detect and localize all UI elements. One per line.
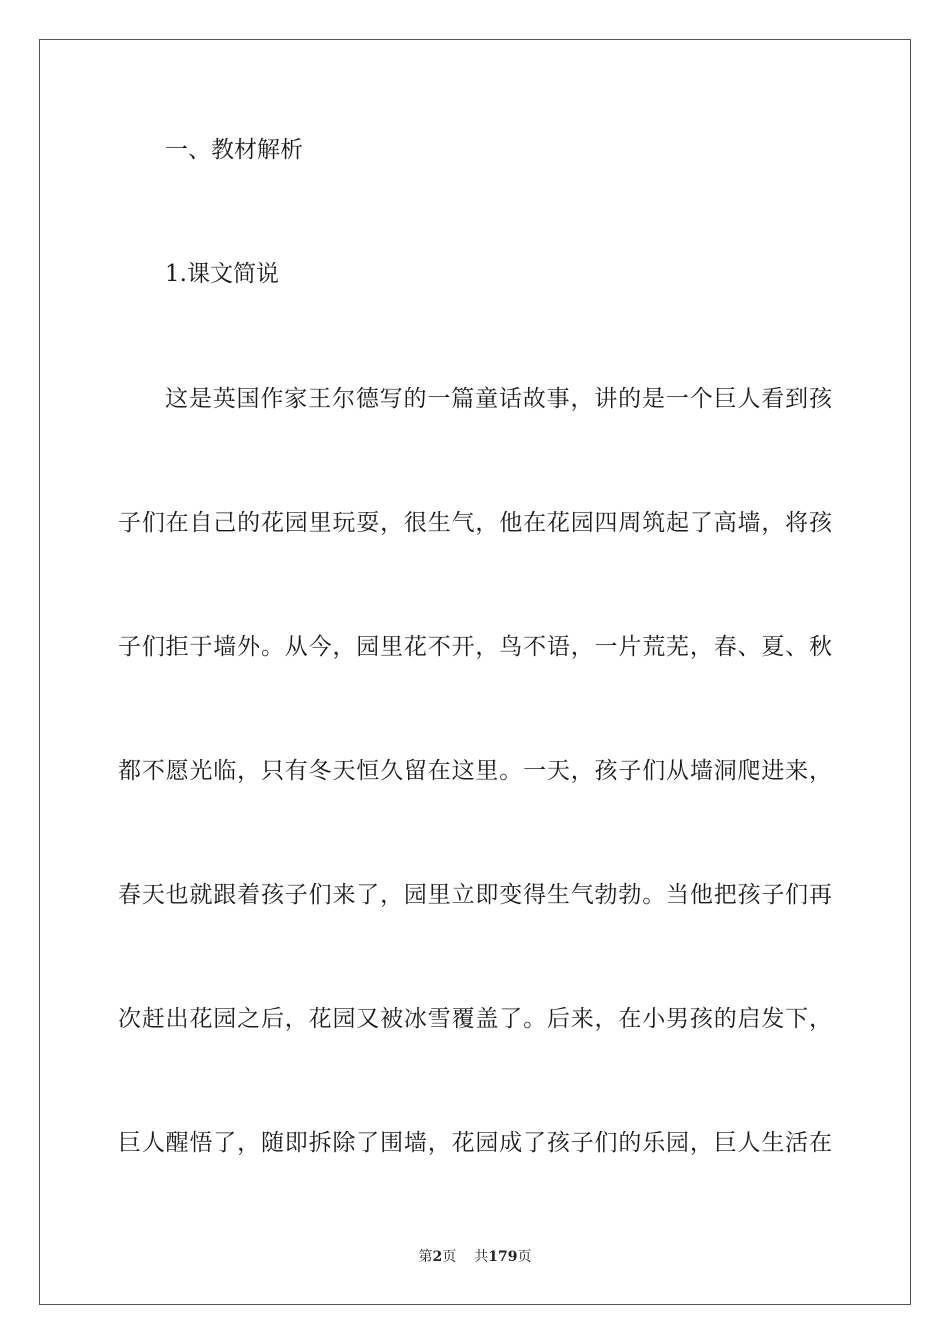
page-prefix: 第 <box>418 1249 433 1265</box>
section-heading: 一、教材解析 <box>165 137 303 163</box>
paragraph-line: 巨人醒悟了，随即拆除了围墙，花园成了孩子们的乐园，巨人生活在 <box>118 1130 832 1156</box>
page-suffix: 页 <box>442 1249 457 1265</box>
paragraph-line: 春天也就跟着孩子们来了，园里立即变得生气勃勃。当他把孩子们再 <box>118 882 832 908</box>
page-border <box>39 39 911 1305</box>
total-pages: 179 <box>488 1249 518 1265</box>
page-footer <box>0 1248 950 1266</box>
paragraph-line: 子们拒于墙外。从今，园里花不开，鸟不语，一片荒芜，春、夏、秋 <box>118 634 832 660</box>
paragraph-line: 这是英国作家王尔德写的一篇童话故事，讲的是一个巨人看到孩 <box>165 386 832 412</box>
subsection-heading: 1.课文简说 <box>165 261 279 287</box>
page-number: 2 <box>432 1249 443 1265</box>
total-prefix: 共 <box>474 1249 489 1265</box>
paragraph-line: 次赶出花园之后，花园又被冰雪覆盖了。后来，在小男孩的启发下， <box>118 1006 832 1032</box>
paragraph-line: 子们在自己的花园里玩耍，很生气，他在花园四周筑起了高墙，将孩 <box>118 510 832 536</box>
total-pages-indicator <box>474 1248 531 1266</box>
total-suffix: 页 <box>517 1249 532 1265</box>
page-indicator <box>419 1248 457 1266</box>
paragraph-line: 都不愿光临，只有冬天恒久留在这里。一天，孩子们从墙洞爬进来， <box>118 758 832 784</box>
